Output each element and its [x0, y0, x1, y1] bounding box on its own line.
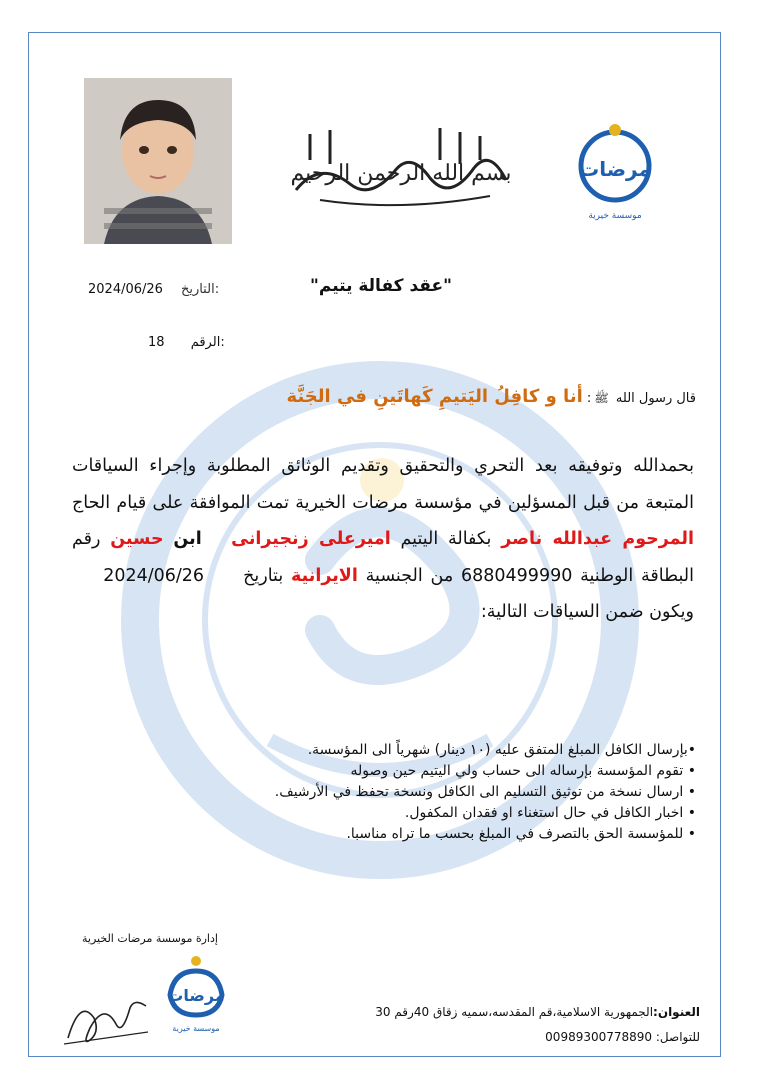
logo-subtext: موسسة خيرية — [588, 211, 642, 221]
body-part-5: ويكون ضمن السياقات التالية: — [480, 602, 694, 622]
body-part-2: بكفالة اليتيم — [400, 529, 492, 549]
page-title: "عقد كفالة يتيم" — [310, 276, 453, 296]
body-part-4: بتاريخ — [243, 565, 284, 586]
organization-logo-icon — [565, 120, 667, 224]
number-line — [148, 335, 225, 350]
date-label: التاريخ: — [180, 282, 220, 297]
management-label: إدارة موسسة مرضات الخيرية — [82, 932, 218, 945]
hadith-line — [287, 386, 696, 408]
stamp-logo-icon — [160, 955, 232, 1037]
nationality: الايرانية — [291, 565, 358, 586]
address-value: الجمهورية الاسلامية،قم المقدسه،سميه زقاق 40رقم 30 — [375, 1005, 654, 1019]
number-label: الرقم: — [190, 335, 225, 350]
stamp-logo-text: مرضات — [167, 986, 225, 1005]
contact-line — [545, 1030, 700, 1044]
number-value: 18 — [148, 335, 165, 350]
contact-label: للتواصل: — [655, 1030, 700, 1044]
address-label: العنوان: — [653, 1005, 700, 1019]
stamp-logo-subtext: موسسة خيرية — [172, 1024, 220, 1033]
logo-text: مرضات — [579, 157, 651, 181]
conditions-list — [96, 740, 696, 845]
sponsor-name: المرحوم عبدالله ناصر — [501, 529, 694, 549]
contact-value: 00989300778890 — [545, 1030, 653, 1044]
address-line — [375, 1005, 700, 1019]
saw-icon: ﷺ — [594, 391, 609, 405]
hadith-colon: : — [586, 391, 592, 406]
list-item: • ارسال نسخة من توثيق التسليم الى الكافل ونسخة تحفظ في الأرشيف. — [274, 784, 696, 800]
contract-body — [72, 448, 694, 631]
body-part-1: بحمدالله وتوفيقه بعد التحري والتحقيق وتقديم الوثائق المطلوبة وإجراء السياقات المتبعة من قبل المسؤلين في مؤسسة مرضات الخيرية تمت الموافقة على قيام الحاج — [72, 456, 694, 513]
contract-date: 2024/06/26 — [103, 565, 205, 586]
list-item: • تقوم المؤسسة بإرساله الى حساب ولي اليتيم حين وصوله — [350, 763, 696, 779]
bismillah-calligraphy — [290, 120, 512, 212]
orphan-name: اميرعلى زنجيرانى — [231, 529, 391, 549]
child-portrait-icon — [84, 78, 232, 244]
date-value: 2024/06/26 — [88, 282, 163, 297]
son-of-label: ابن — [173, 529, 202, 549]
body-part-3: رقم البطاقة الوطنية 6880499990 من الجنسية — [72, 529, 694, 586]
bismillah-text: بسم الله الرحمن الرحيم — [290, 161, 512, 186]
date-line — [88, 282, 219, 297]
father-name: حسين — [110, 529, 164, 549]
list-item: • للمؤسسة الحق بالتصرف في المبلغ بحسب ما تراه مناسبا. — [346, 826, 696, 842]
list-item: •بإرسال الكافل المبلغ المتفق عليه (١٠ دينار) شهرياً الى المؤسسة. — [307, 742, 696, 758]
list-item: • اخبار الكافل في حال استغناء او فقدان المكفول. — [404, 805, 696, 821]
signature-icon — [60, 988, 152, 1050]
hadith-quote: أنا و كافِلُ اليَتيمِ كَهاتَينِ في الجَنَّة — [286, 386, 583, 407]
hadith-prefix: قال رسول الله — [615, 391, 696, 406]
orphan-photo — [84, 78, 232, 244]
